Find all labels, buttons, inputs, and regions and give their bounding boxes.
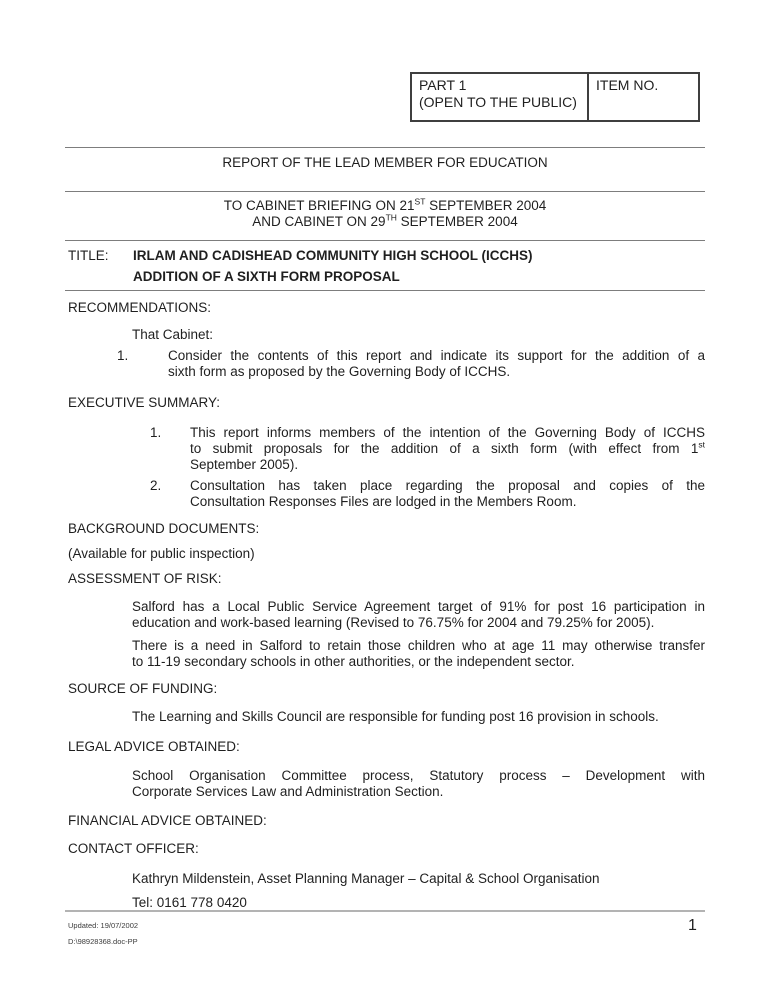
cabinet-line xyxy=(65,214,705,230)
item-no-cell xyxy=(589,74,698,120)
contact-officer-phone: Tel: 0161 778 0420 xyxy=(132,895,247,910)
recommendations-intro: That Cabinet: xyxy=(132,327,214,342)
legal-advice-paragraph xyxy=(132,768,705,800)
ordinal-superscript: ST xyxy=(414,196,426,207)
paragraph-line: School Organisation Committee process, Statutory process – Development with xyxy=(132,768,705,783)
list-number: 1. xyxy=(117,348,129,363)
paragraph-text: to submit proposals for the addition of a sixth form (with effect from 1 xyxy=(190,441,699,456)
list-number: 1. xyxy=(150,425,162,440)
divider-under-title xyxy=(65,290,705,291)
section-heading-assessment-of-risk: ASSESSMENT OF RISK: xyxy=(68,571,222,586)
paragraph-line xyxy=(190,441,705,457)
cabinet-date: SEPTEMBER 2004 xyxy=(396,214,518,229)
paragraph-line: This report informs members of the intention of the Governing Body of ICCHS xyxy=(190,425,705,440)
recommendation-item-1 xyxy=(168,348,705,380)
divider-under-report-title xyxy=(65,191,705,192)
part-cell xyxy=(412,74,589,120)
section-heading-background-documents: BACKGROUND DOCUMENTS: xyxy=(68,521,260,536)
contact-officer-name: Kathryn Mildenstein, Asset Planning Manager – Capital & School Organisation xyxy=(132,871,600,886)
paragraph-line: education and work-based learning (Revised to 76.75% for 2004 and 79.25% for 2005). xyxy=(132,615,655,630)
paragraph-line: Consultation has taken place regarding the proposal and copies of the xyxy=(190,478,705,493)
paragraph-line: There is a need in Salford to retain those children who at age 11 may otherwise transfer xyxy=(132,638,705,653)
footer-updated: Updated: 19/07/2002 xyxy=(68,921,139,930)
paragraph-line: September 2005). xyxy=(190,457,299,472)
paragraph-line: Consider the contents of this report and indicate its support for the addition of a xyxy=(168,348,705,363)
executive-summary-item-2 xyxy=(190,478,705,510)
cabinet-briefing-text: TO CABINET BRIEFING ON 21 xyxy=(223,198,415,213)
list-number: 2. xyxy=(150,478,162,493)
paragraph-line: sixth form as proposed by the Governing Body of ICCHS. xyxy=(168,364,511,379)
cabinet-text: AND CABINET ON 29 xyxy=(252,214,386,229)
page-number: 1 xyxy=(688,917,697,934)
section-heading-source-of-funding: SOURCE OF FUNDING: xyxy=(68,681,218,696)
open-to-public-label: (OPEN TO THE PUBLIC) xyxy=(419,94,577,110)
divider-under-cabinet-lines xyxy=(65,240,705,241)
section-heading-financial-advice: FINANCIAL ADVICE OBTAINED: xyxy=(68,813,267,828)
part-label: PART 1 xyxy=(419,77,467,93)
assessment-paragraph-1 xyxy=(132,599,705,631)
title-line-1: IRLAM AND CADISHEAD COMMUNITY HIGH SCHOOL (ICCHS) xyxy=(133,248,533,263)
paragraph-line: Salford has a Local Public Service Agreement target of 91% for post 16 participation in xyxy=(132,599,705,614)
ordinal-superscript: st xyxy=(698,439,705,450)
footer-divider xyxy=(65,910,705,912)
title-line-2: ADDITION OF A SIXTH FORM PROPOSAL xyxy=(133,269,400,284)
footer-doc-path: D:\98928368.doc-PP xyxy=(68,937,138,946)
section-heading-legal-advice: LEGAL ADVICE OBTAINED: xyxy=(68,739,240,754)
paragraph-line: to 11-19 secondary schools in other authorities, or the independent sector. xyxy=(132,654,575,669)
title-label: TITLE: xyxy=(68,248,109,263)
paragraph-line: Corporate Services Law and Administration Section. xyxy=(132,784,444,799)
divider-top xyxy=(65,147,705,148)
section-heading-contact-officer: CONTACT OFFICER: xyxy=(68,841,199,856)
section-heading-recommendations: RECOMMENDATIONS: xyxy=(68,300,212,315)
section-heading-executive-summary: EXECUTIVE SUMMARY: xyxy=(68,395,221,410)
item-no-label: ITEM NO. xyxy=(596,77,659,93)
source-of-funding-paragraph: The Learning and Skills Council are responsible for funding post 16 provision in schools. xyxy=(132,709,659,724)
cabinet-briefing-date: SEPTEMBER 2004 xyxy=(425,198,547,213)
report-title: REPORT OF THE LEAD MEMBER FOR EDUCATION xyxy=(222,155,548,170)
paragraph-line: Consultation Responses Files are lodged in the Members Room. xyxy=(190,494,577,509)
assessment-paragraph-2 xyxy=(132,638,705,670)
part-item-table xyxy=(410,72,700,122)
ordinal-superscript: TH xyxy=(385,212,397,223)
background-documents-note: (Available for public inspection) xyxy=(68,546,255,561)
executive-summary-item-1 xyxy=(190,425,705,473)
